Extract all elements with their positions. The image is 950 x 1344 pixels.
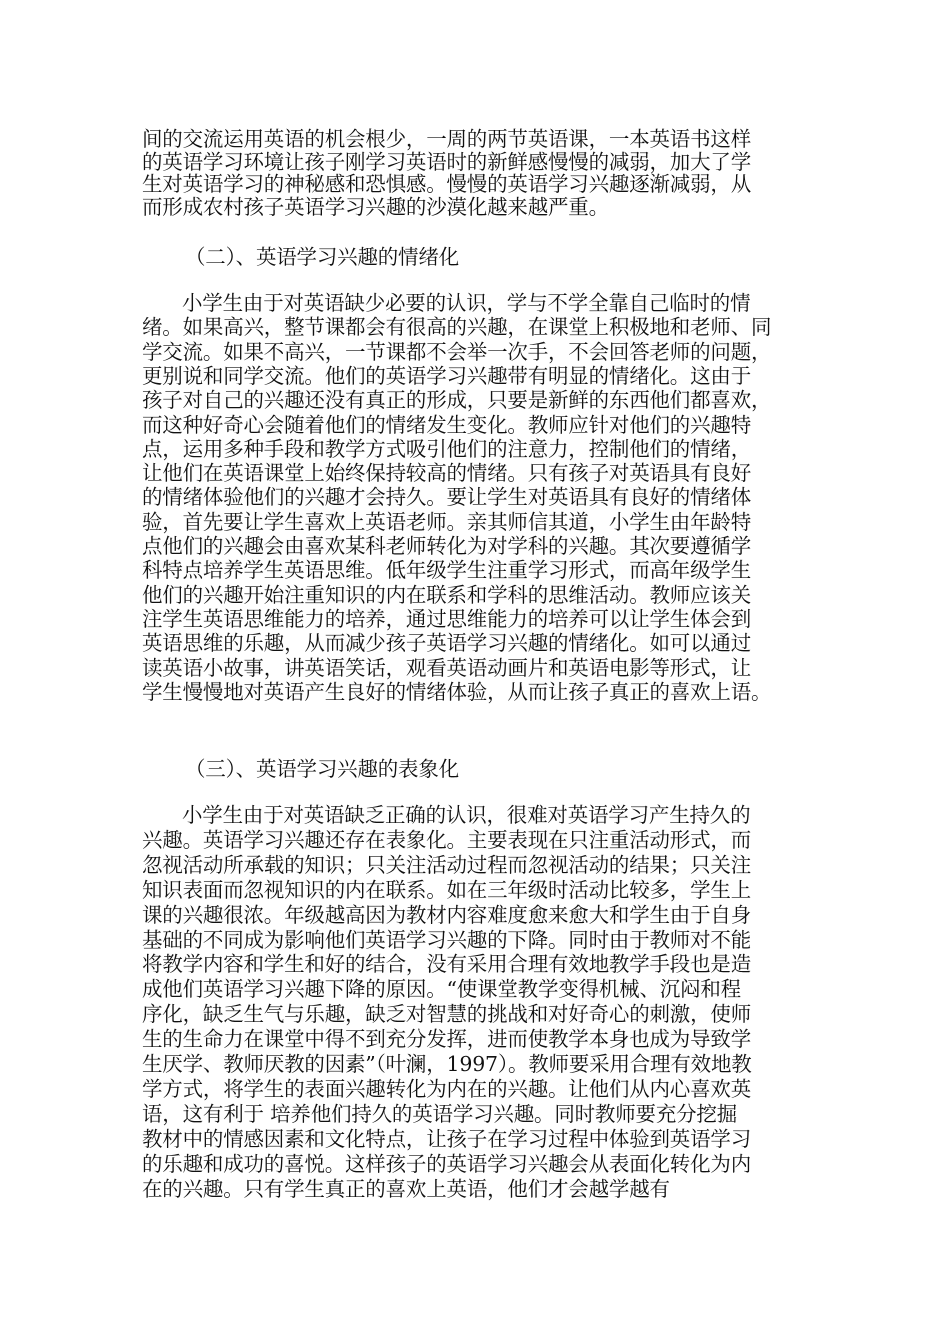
text-line: 间的交流运用英语的机会根少，一周的两节英语课，一本英语书这样 (142, 127, 751, 151)
text-line: 生的生命力在课堂中得不到充分发挥，进而使教学本身也成为导致学 (142, 1027, 751, 1052)
text-line: 让他们在英语课堂上始终保持较高的情绪。只有孩子对英语具有良好 (142, 461, 751, 486)
text-line: 的情绪体验他们的兴趣才会持久。要让学生对英语具有良好的情绪体 (142, 485, 751, 510)
text-line: 序化，缺乏生气与乐趣，缺乏对智慧的挑战和对好奇心的刺激，使师 (142, 1002, 751, 1027)
text-line: 学方式，将学生的表面兴趣转化为内在的兴趣。让他们从内心喜欢英 (142, 1076, 751, 1101)
text-line: 学交流。如果不高兴，一节课都不会举一次手，不会回答老师的问题， (142, 339, 772, 364)
text-line: 兴趣。英语学习兴趣还存在表象化。主要表现在只注重活动形式，而 (142, 827, 751, 852)
text-line: 忽视活动所承载的知识；只关注活动过程而忽视活动的结果；只关注 (142, 852, 751, 877)
text-line: 基础的不同成为影响他们英语学习兴趣的下降。同时由于教师对不能 (142, 927, 751, 952)
text-line: 的英语学习环境让孩子刚学习英语时的新鲜感慢慢的减弱，加大了学 (142, 149, 751, 174)
heading-2: （二）、英语学习兴趣的情绪化 (185, 245, 459, 269)
text-line: 科特点培养学生英语思维。低年级学生注重学习形式，而高年级学生 (142, 558, 751, 583)
text-line: 而形成农村孩子英语学习兴趣的沙漠化越来越严重。 (142, 195, 609, 220)
text-line: 语，这有利于 培养他们持久的英语学习兴趣。同时教师要充分挖掘 (142, 1101, 738, 1126)
text-line: 他们的兴趣开始注重知识的内在联系和学科的思维活动。教师应该关 (142, 582, 751, 607)
text-line: 将教学内容和学生和好的结合，没有采用合理有效地教学手段也是造 (142, 952, 751, 977)
text-line: 小学生由于对英语缺乏正确的认识，很难对英语学习产生持久的 (182, 803, 751, 827)
text-line: 孩子对自己的兴趣还没有真正的形成，只要是新鲜的东西他们都喜欢， (142, 388, 772, 413)
text-line: 教材中的情感因素和文化特点，让孩子在学习过程中体验到英语学习 (142, 1126, 751, 1151)
text-line: 生对英语学习的神秘感和恐惧感。慢慢的英语学习兴趣逐渐减弱，从 (142, 172, 751, 197)
text-line: 而这种好奇心会随着他们的情绪发生变化。教师应针对他们的兴趣特 (142, 412, 751, 437)
text-line: 点他们的兴趣会由喜欢某科老师转化为对学科的兴趣。其次要遵循学 (142, 534, 751, 558)
text-line: 学生慢慢地对英语产生良好的情绪体验，从而让孩子真正的喜欢上语。 (142, 679, 772, 704)
text-line: 英语思维的乐趣，从而减少孩子英语学习兴趣的情绪化。如可以通过 (142, 631, 751, 656)
text-line: 读英语小故事，讲英语笑话，观看英语动画片和英语电影等形式，让 (142, 655, 751, 680)
text-line: 绪。如果高兴，整节课都会有很高的兴趣，在课堂上积极地和老师、同 (142, 315, 772, 340)
text-line: 注学生英语思维能力的培养，通过思维能力的培养可以让学生体会到 (142, 606, 751, 631)
text-line: 知识表面而忽视知识的内在联系。如在三年级时活动比较多，学生上 (142, 877, 751, 902)
text-line: 更别说和同学交流。他们的英语学习兴趣带有明显的情绪化。这由于 (142, 363, 751, 388)
text-line: 点，运用多种手段和教学方式吸引他们的注意力，控制他们的情绪， (142, 436, 751, 461)
text-line: 生厌学、教师厌教的因素”（叶澜，1997）。教师要采用合理有效地教 (142, 1052, 752, 1076)
text-line: 验，首先要让学生喜欢上英语老师。亲其师信其道，小学生由年龄特 (142, 509, 751, 534)
heading-3: （三）、英语学习兴趣的表象化 (185, 757, 459, 781)
text-line: 小学生由于对英语缺少必要的认识，学与不学全靠自己临时的情 (182, 291, 751, 315)
text-line: 在的兴趣。只有学生真正的喜欢上英语，他们才会越学越有 (142, 1176, 670, 1201)
text-line: 课的兴趣很浓。年级越高因为教材内容难度愈来愈大和学生由于自身 (142, 902, 751, 927)
text-line: 成他们英语学习兴趣下降的原因。“使课堂教学变得机械、沉闷和程 (142, 977, 741, 1002)
text-line: 的乐趣和成功的喜悦。这样孩子的英语学习兴趣会从表面化转化为内 (142, 1151, 751, 1176)
